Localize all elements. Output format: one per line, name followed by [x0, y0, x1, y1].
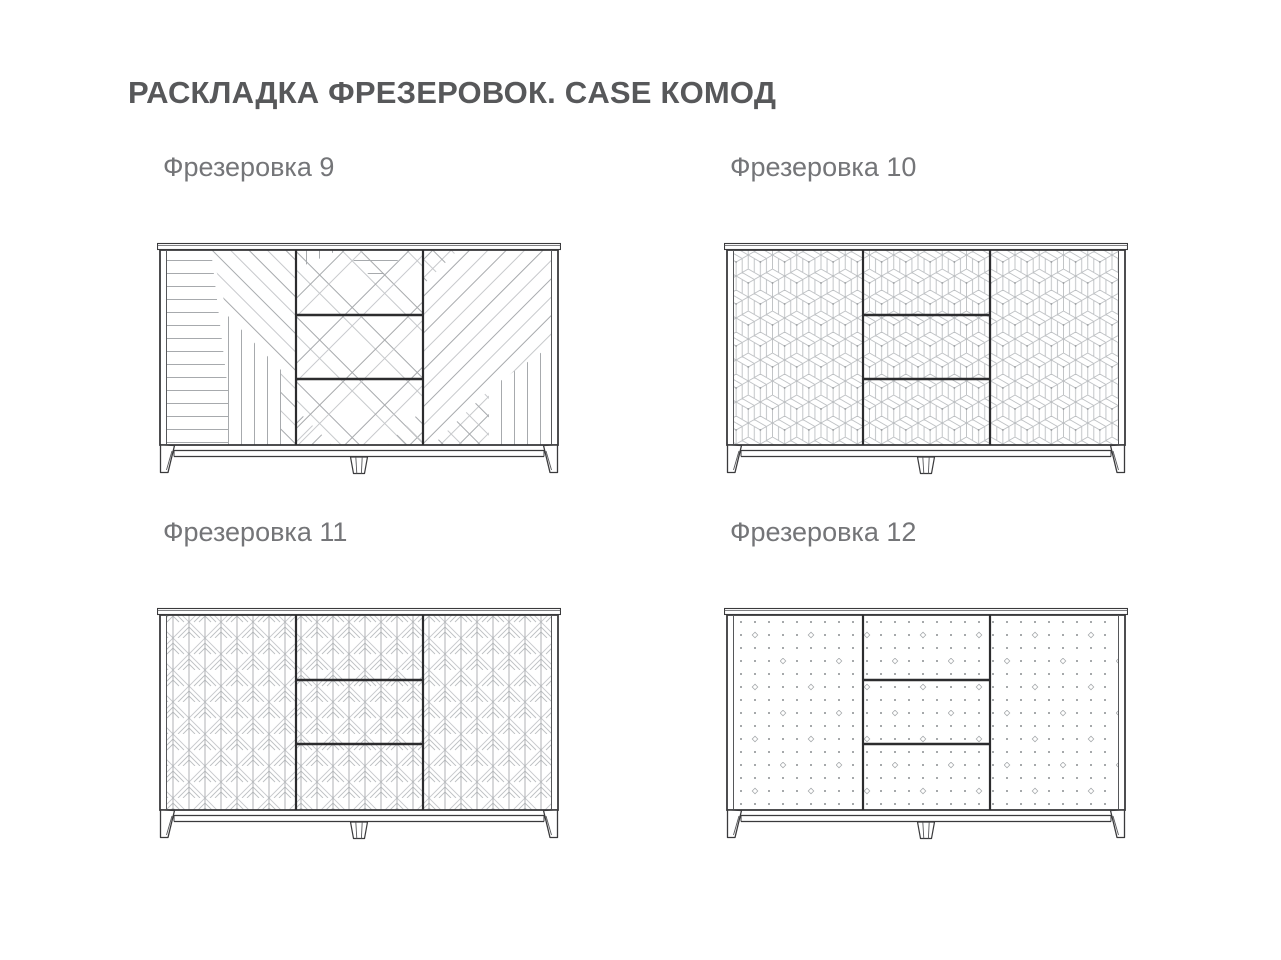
- variant-label: Фрезеровка 9: [163, 152, 335, 182]
- dresser-drawing-cubes: [724, 241, 1128, 481]
- page-title: РАСКЛАДКА ФРЕЗЕРОВОК. CASE КОМОД: [128, 75, 777, 110]
- variant-frezerovka-11: [157, 515, 561, 846]
- dresser-drawing-diamond-leaf: [157, 606, 561, 846]
- variant-label: Фрезеровка 11: [163, 517, 348, 547]
- dresser-drawing-dots: [724, 606, 1128, 846]
- variant-frezerovka-12: [724, 515, 1128, 846]
- variant-label: Фрезеровка 10: [730, 152, 917, 182]
- variant-label: Фрезеровка 12: [730, 517, 917, 547]
- variant-frezerovka-10: [724, 150, 1128, 481]
- variant-frezerovka-9: [157, 150, 561, 481]
- dresser-drawing-diagonal-stripes: [157, 241, 561, 481]
